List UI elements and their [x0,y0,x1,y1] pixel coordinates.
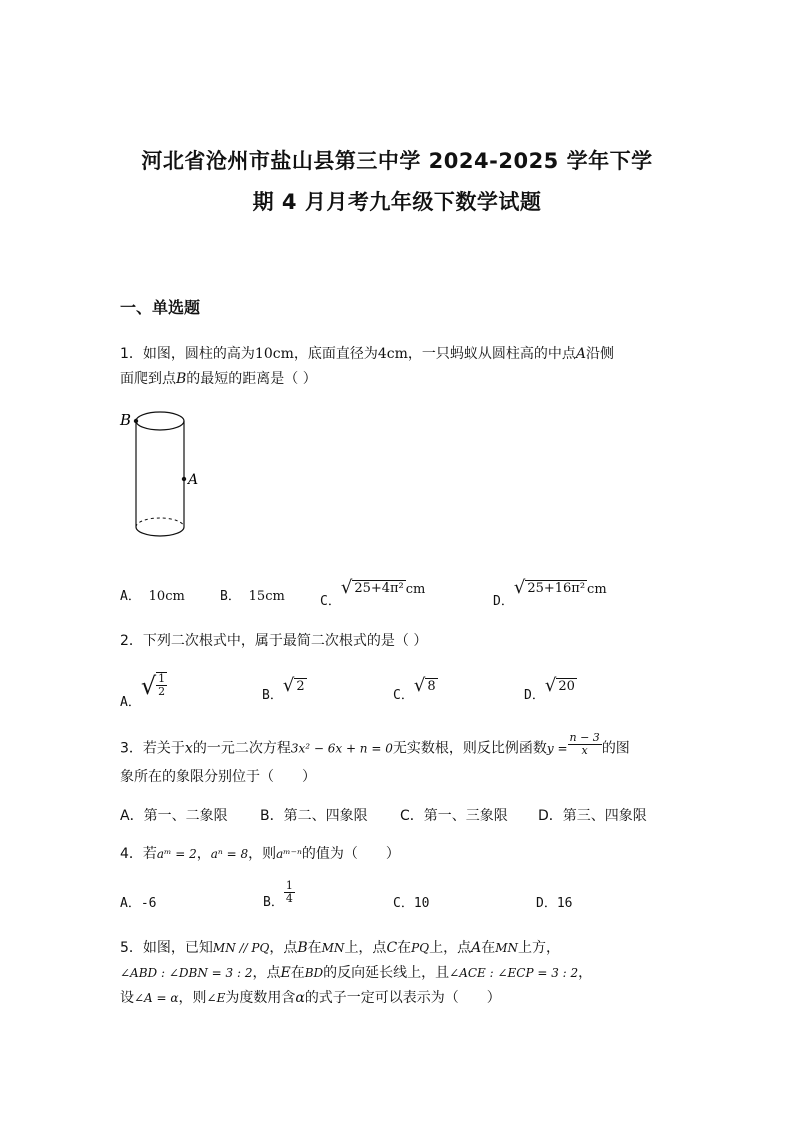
q3-fraction [568,732,602,757]
q1-option-a[interactable] [120,585,185,604]
sqrt: √ 2 [282,675,305,696]
sqrt: √ 25+16π² [513,577,586,598]
q5-angle-e: ∠E [206,991,226,1005]
q4-text: ， [196,846,211,862]
option-label: B． [262,688,283,703]
frac-den: x [581,744,588,757]
q5-text: 的式子一定可以表示为（ ） [304,990,501,1006]
q4-text: 的值为（ ） [301,846,400,862]
sqrt: √ 8 [413,675,436,696]
q5-text: ，点 [269,940,298,956]
var-x: x [184,740,193,757]
q5-line3 [120,987,501,1007]
q5-text: ，则 [178,990,207,1006]
q1-text: ，一只蚂蚁从圆柱高的中点 [407,346,576,362]
option-label: C． [320,594,341,609]
q5-line1 [120,937,560,957]
q5-ratio1: ∠ABD : ∠DBN = 3 : 2 [120,966,253,980]
frac-num: n − 3 [569,731,600,744]
option-label: D． [493,594,514,609]
q5-ratio2: ∠ACE : ∠ECP = 3 : 2 [449,966,579,980]
q3-option-c[interactable]: C．第一、三象限 [400,808,508,824]
q1-text: 面爬到点 [120,371,176,387]
q4-option-d[interactable]: D．16 [536,896,573,911]
radicand: 20 [558,679,575,694]
q2-option-b[interactable] [262,675,307,703]
q1-height: 10cm [254,346,294,362]
line-mn: MN [321,941,345,955]
q5-line2 [120,962,592,982]
line-pq: PQ [411,941,430,955]
section-heading: 一、单选题 [120,298,201,317]
sqrt: √ $\frac{1}{2}$ [140,672,166,700]
q5-text: 上，点 [429,940,472,956]
q5-text: ， [578,965,593,981]
sqrt: √ 25+4π² [340,577,404,598]
radicand: 8 [427,679,436,694]
sqrt: √ 20 [544,675,575,696]
q5-parallel: MN // PQ [212,941,270,955]
q1-text: 的最短的距离是（ ） [186,371,317,387]
q1-option-b[interactable] [220,585,285,604]
q4-line [120,843,400,863]
q3-text: 3．若关于 [120,740,185,757]
q1-diameter: 4cm [377,346,408,362]
q3-equation: 3x² − 6x + n = 0 [290,741,393,756]
q1-point-b: B [176,371,187,387]
frac-num: 1 [285,879,293,892]
frac-den: 4 [285,892,293,905]
q3-line1 [120,731,630,761]
q5-text: 在 [481,940,496,956]
figure-label-b: B [120,411,132,429]
q5-angle-a: ∠A = α [134,991,179,1005]
q2-option-d[interactable] [524,675,577,703]
q5-text: 在 [290,965,305,981]
q5-text: 设 [120,990,134,1006]
point-b: B [297,940,308,956]
radicand: 25+16π² [527,581,586,596]
q4-expr3: aᵐ⁻ⁿ [276,847,302,861]
option-value: 10cm [148,589,185,604]
q3-text: 无实数根，则反比例函数 [392,740,547,757]
q1-line1 [120,343,614,363]
q3-text: 的图 [601,740,630,757]
q2-option-a[interactable] [120,672,167,710]
q5-text: 上，点 [344,940,387,956]
q5-text: 的反向延长线上，且 [323,965,450,981]
point-c: C [386,940,398,956]
q1-text: 沿侧 [586,346,615,362]
q4-text: 4．若 [120,846,157,862]
q1-point-a: A [575,346,587,362]
frac-den: 2 [158,685,166,698]
q3-text: 的一元二次方程 [192,740,291,757]
point-a-dot [182,477,186,481]
point-e: E [280,965,291,981]
point-b-dot [134,419,138,423]
q4-text: ，则 [248,846,277,862]
q3-option-b[interactable]: B．第二、四象限 [260,808,368,824]
q3-option-a[interactable]: A．第一、二象限 [120,808,228,824]
figure-label-a: A [188,472,199,488]
q3-line2: 象所在的象限分别位于（ ） [120,769,316,785]
option-label: A． [120,695,141,710]
q1-option-d[interactable] [493,577,607,609]
line-mn: MN [495,941,518,955]
q2-text: 2．下列二次根式中，属于最简二次根式的是（ ） [120,633,428,649]
page-title-line1: 河北省沧州市盐山县第三中学 2024-2025 学年下学 [141,149,653,173]
option-label: B． [263,895,284,910]
unit: cm [405,582,426,597]
q4-option-c[interactable]: C．10 [393,896,430,911]
q5-text: ，点 [252,965,281,981]
radicand: 25+4π² [354,581,404,596]
q1-text: ，底面直径为 [293,346,378,362]
q3-option-d[interactable]: D．第三、四象限 [538,808,647,824]
point-a: A [471,940,482,956]
frac-num: 1 [158,672,166,685]
q4-fraction [284,880,295,905]
unit: cm [587,582,607,597]
q4-option-b[interactable] [263,879,295,910]
line-bd: BD [304,966,324,980]
q4-expr2: aⁿ = 8 [210,847,249,861]
option-label: D． [524,688,545,703]
cylinder-figure [115,405,215,555]
option-label: B． [220,589,241,604]
option-label: C． [393,688,414,703]
q3-function-y: y = [546,741,568,756]
page-title-line2: 期 4 月月考九年级下数学试题 [252,190,542,214]
q5-alpha: α [295,990,305,1006]
q5-text: 5．如图，已知 [120,940,213,956]
option-label: A． [120,589,141,604]
q1-text: 1．如图，圆柱的高为 [120,346,255,362]
radicand: 2 [296,679,305,694]
q2-option-c[interactable] [393,675,438,703]
option-value: 15cm [248,589,285,604]
q5-text: 为度数用含 [225,990,296,1006]
q4-option-a[interactable]: A．-6 [120,896,157,911]
q1-option-c[interactable] [320,577,426,609]
q1-line2 [120,368,317,388]
q5-text: 在 [307,940,322,956]
q4-expr1: aᵐ = 2 [156,847,197,861]
q5-text: 上方， [518,940,560,956]
q5-text: 在 [397,940,412,956]
